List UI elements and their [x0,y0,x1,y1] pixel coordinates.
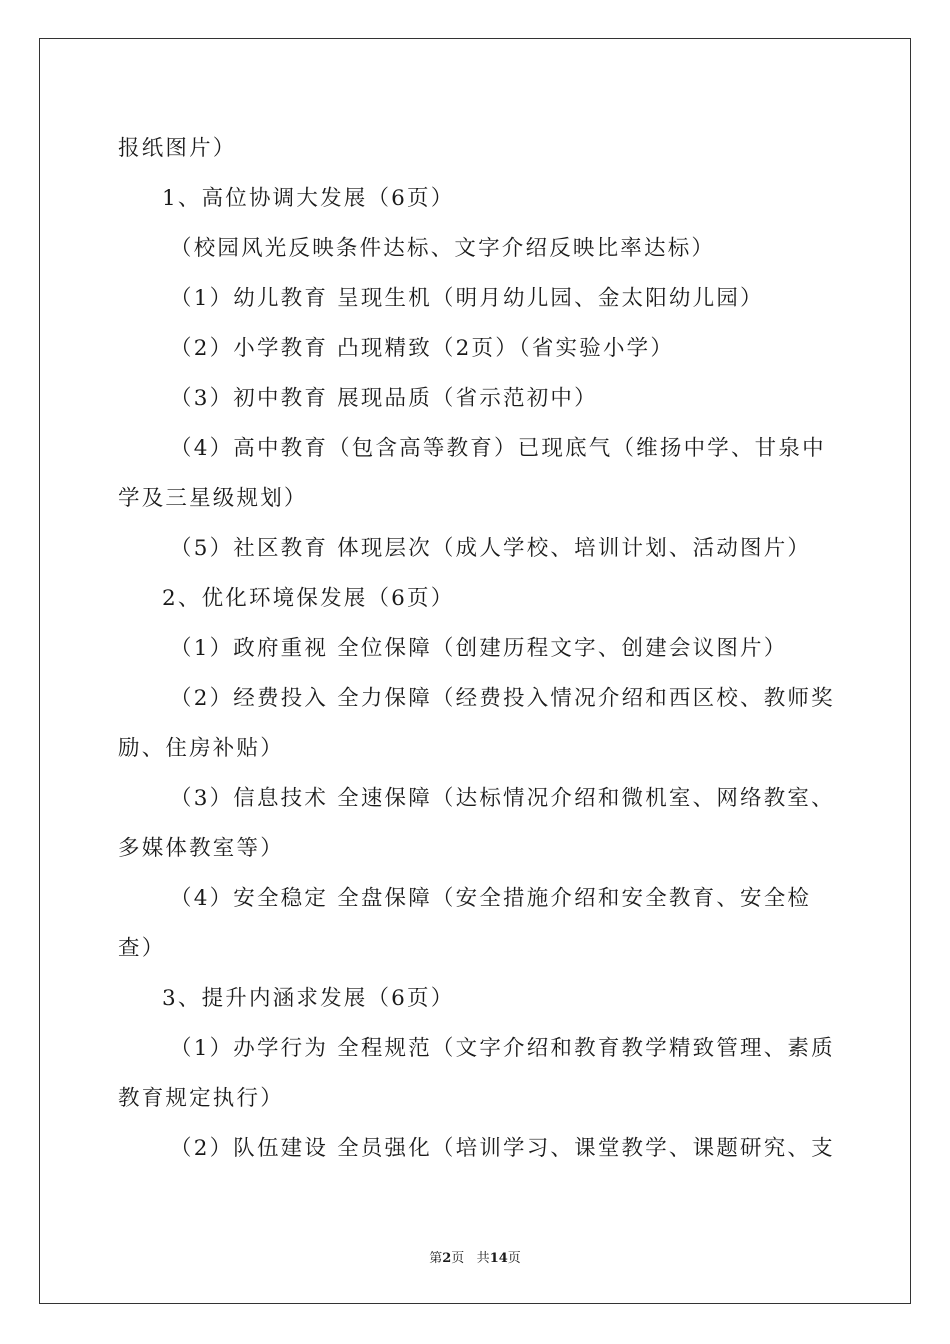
list-item: （2）队伍建设 全员强化（培训学习、课堂教学、课题研究、支 [170,1136,835,1161]
list-item-continuation: 查） [118,936,166,961]
text-line: 报纸图片） [118,136,237,161]
text-line: （校园风光反映条件达标、文字介绍反映比率达标） [170,236,716,261]
total-prefix: 共 [476,1251,490,1266]
list-item-continuation: 多媒体教室等） [118,836,284,861]
page-prefix: 第 [429,1251,443,1266]
list-item: （4）高中教育（包含高等教育）已现底气（维扬中学、甘泉中 [170,436,826,461]
total-pages: 14 [489,1251,508,1266]
list-item-continuation: 学及三星级规划） [118,486,308,511]
total-suffix: 页 [507,1251,521,1266]
list-item-continuation: 教育规定执行） [118,1086,284,1111]
list-item: （1）办学行为 全程规范（文字介绍和教育教学精致管理、素质 [170,1036,835,1061]
page-footer [0,1247,950,1266]
page-number: 2 [442,1251,452,1266]
list-item-continuation: 励、住房补贴） [118,736,284,761]
list-item: （5）社区教育 体现层次（成人学校、培训计划、活动图片） [170,536,812,561]
list-item: （3）信息技术 全速保障（达标情况介绍和微机室、网络教室、 [170,786,835,811]
list-item: （1）幼儿教育 呈现生机（明月幼儿园、金太阳幼儿园） [170,286,764,311]
list-item: （3）初中教育 展现品质（省示范初中） [170,386,598,411]
document-body [118,124,836,1174]
page-suffix: 页 [451,1251,465,1266]
list-item: （4）安全稳定 全盘保障（安全措施介绍和安全教育、安全检 [170,886,812,911]
list-item: （1）政府重视 全位保障（创建历程文字、创建会议图片） [170,636,788,661]
list-item: （2）小学教育 凸现精致（2页）（省实验小学） [170,336,675,361]
section-heading-3: 3、提升内涵求发展（6页） [162,986,455,1011]
section-heading-2: 2、优化环境保发展（6页） [162,586,455,611]
list-item: （2）经费投入 全力保障（经费投入情况介绍和西区校、教师奖 [170,686,835,711]
section-heading-1: 1、高位协调大发展（6页） [162,186,455,211]
